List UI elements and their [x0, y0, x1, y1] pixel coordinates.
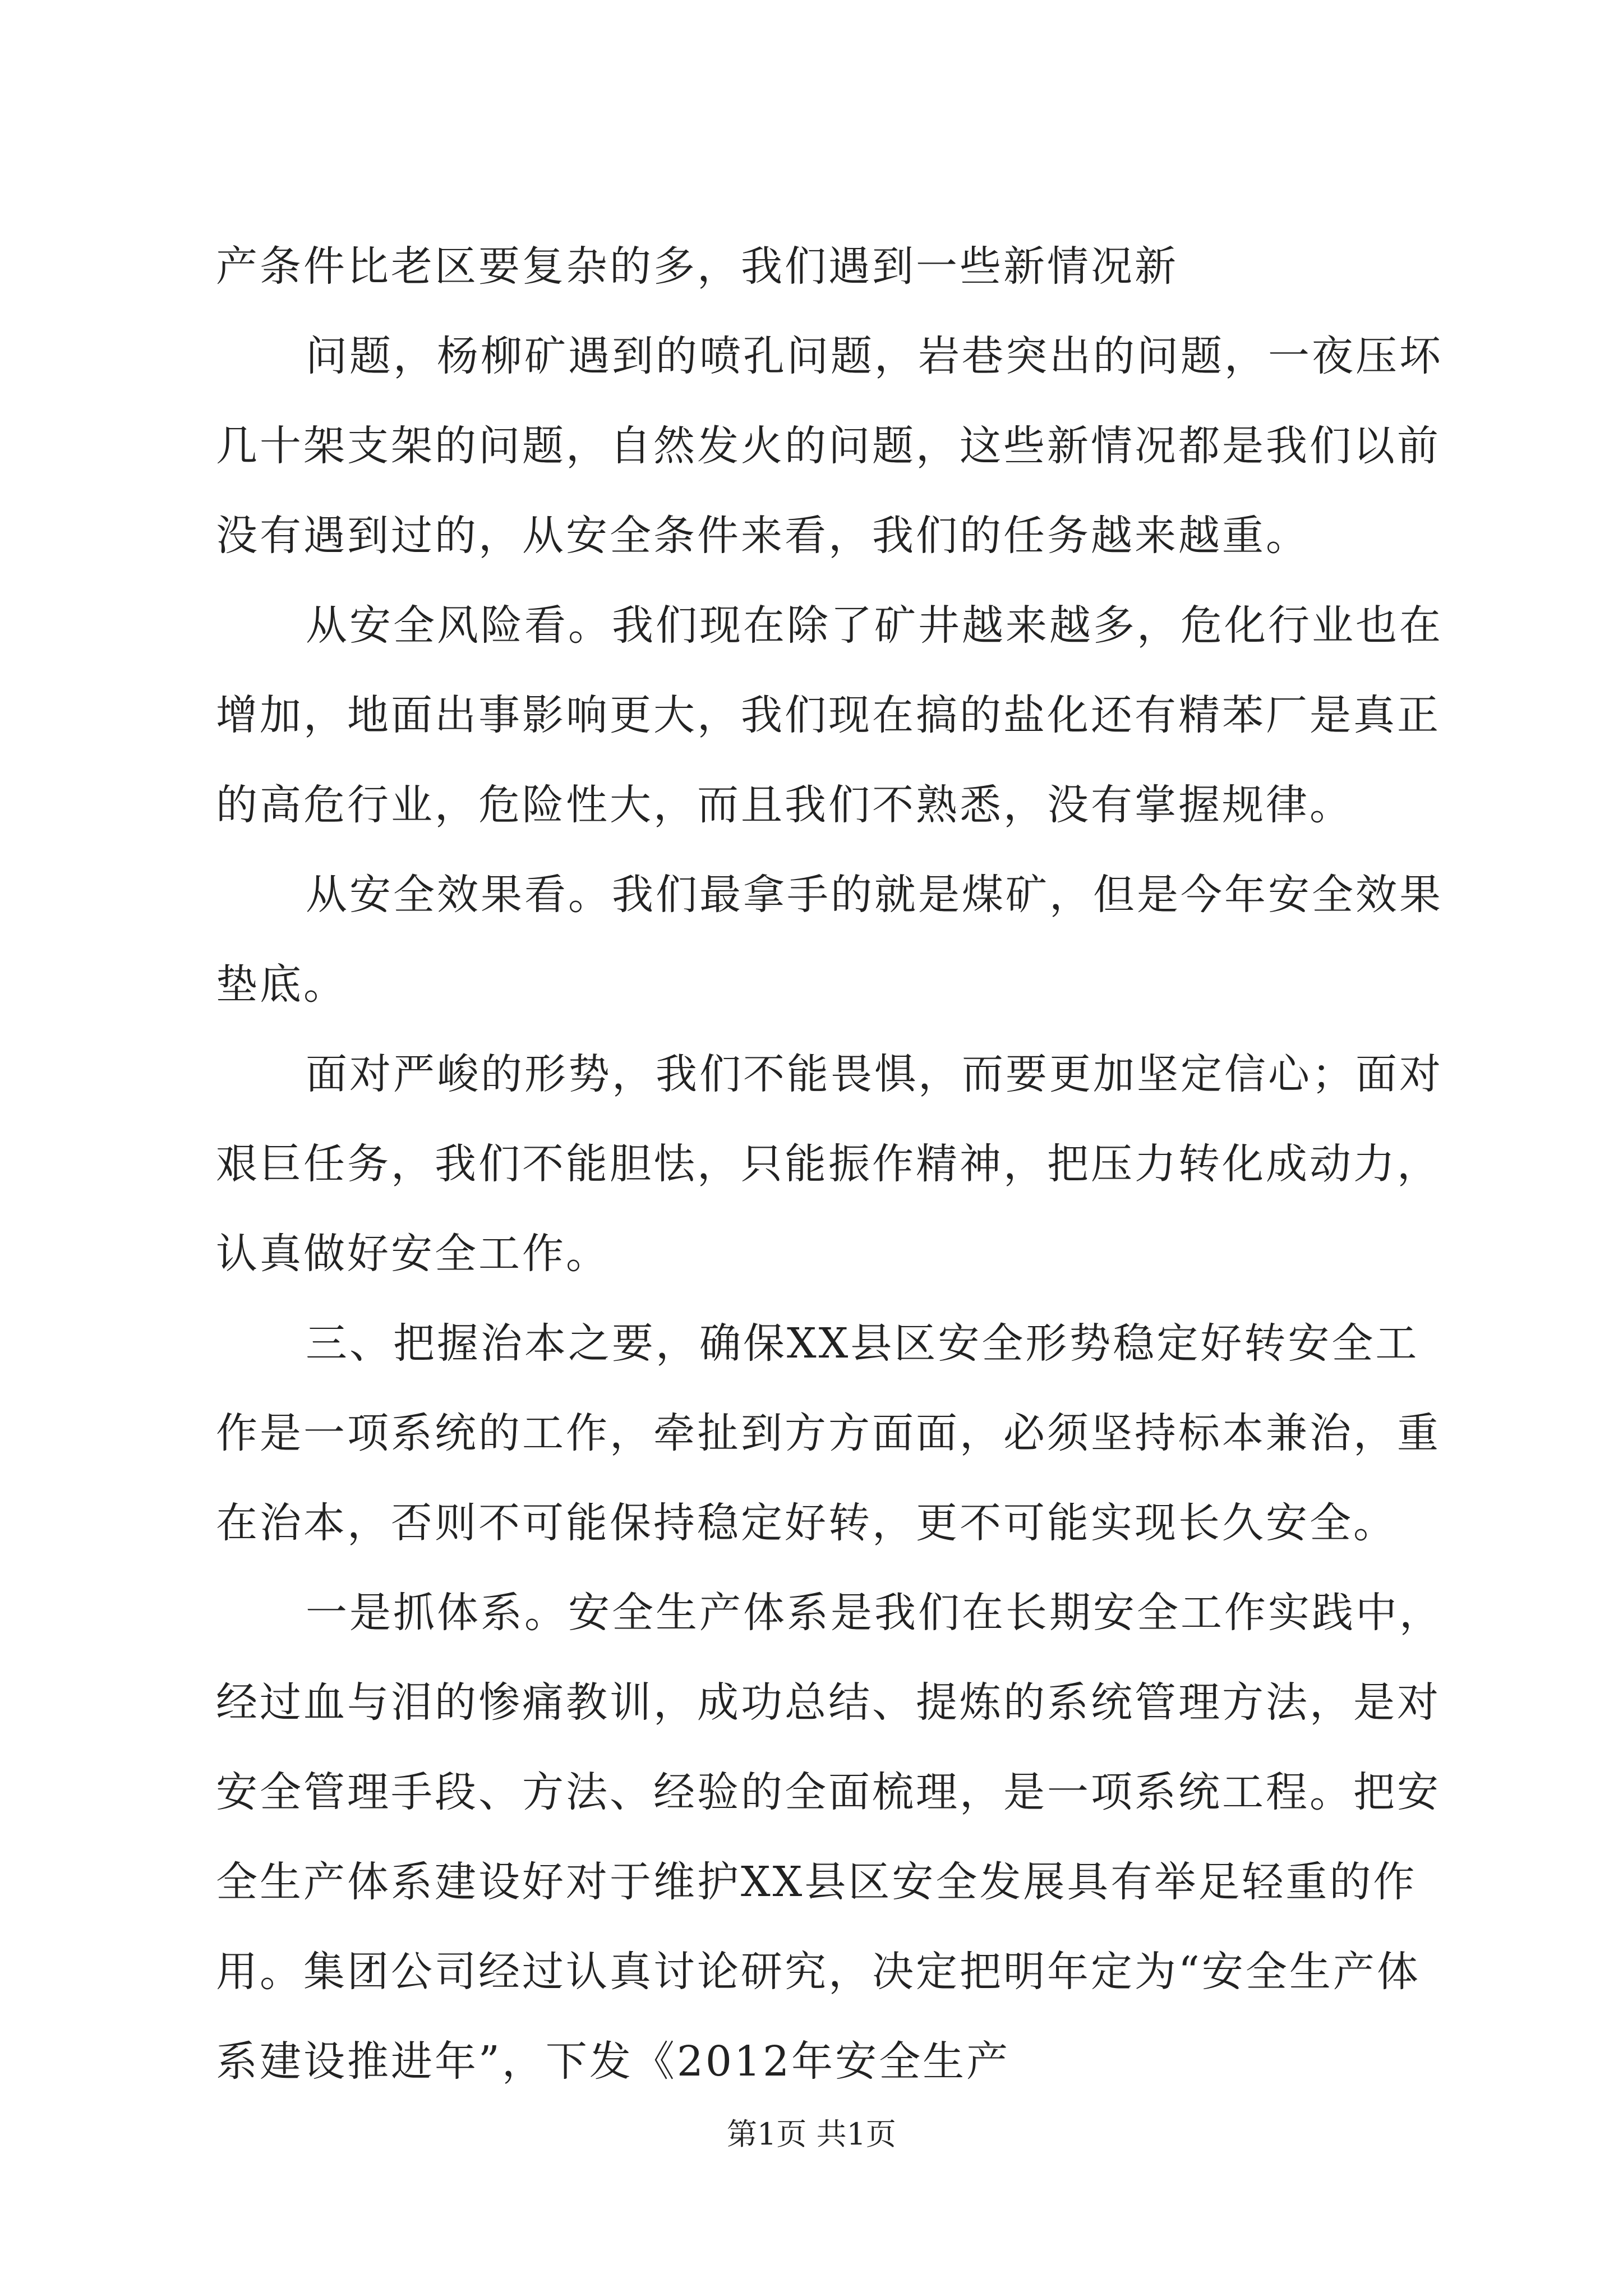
- text-line: 从安全效果看。我们最拿手的就是煤矿，但是今年安全效果: [306, 871, 1443, 919]
- text-line: 三、把握治本之要，确保XX县区安全形势稳定好转安全工: [306, 1319, 1419, 1368]
- text-line: 几十架支架的问题，自然发火的问题，这些新情况都是我们以前: [216, 422, 1441, 470]
- text-line: 一是抓体系。安全生产体系是我们在长期安全工作实践中，: [306, 1589, 1443, 1637]
- text-line: 问题，杨柳矿遇到的喷孔问题，岩巷突出的问题，一夜压坏: [306, 332, 1443, 380]
- text-line: 的高危行业，危险性大，而且我们不熟悉，没有掌握规律。: [216, 781, 1353, 829]
- text-line: 安全管理手段、方法、经验的全面梳理，是一项系统工程。把安: [216, 1768, 1441, 1816]
- text-line: 全生产体系建设好对于维护XX县区安全发展具有举足轻重的作: [216, 1858, 1417, 1906]
- page-number-footer: 第1页 共1页: [727, 2116, 896, 2152]
- text-line: 在治本，否则不可能保持稳定好转，更不可能实现长久安全。: [216, 1499, 1397, 1547]
- text-line: 系建设推进年”，下发《2012年安全生产: [216, 2037, 1011, 2086]
- text-line: 增加，地面出事影响更大，我们现在搞的盐化还有精苯厂是真正: [216, 691, 1441, 739]
- text-line: 作是一项系统的工作，牵扯到方方面面，必须坚持标本兼治，重: [216, 1409, 1441, 1457]
- text-line: 面对严峻的形势，我们不能畏惧，而要更加坚定信心；面对: [306, 1050, 1443, 1098]
- text-line: 从安全风险看。我们现在除了矿井越来越多，危化行业也在: [306, 601, 1443, 650]
- text-line: 用。集团公司经过认真讨论研究，决定把明年定为“安全生产体: [216, 1948, 1421, 1996]
- document-body: [216, 222, 1443, 2106]
- text-line: 垫底。: [216, 960, 347, 1009]
- text-line: 产条件比老区要复杂的多，我们遇到一些新情况新: [216, 242, 1178, 291]
- text-line: 没有遇到过的，从安全条件来看，我们的任务越来越重。: [216, 512, 1310, 560]
- text-line: 经过血与泪的惨痛教训，成功总结、提炼的系统管理方法，是对: [216, 1678, 1441, 1727]
- text-line: 认真做好安全工作。: [216, 1230, 610, 1278]
- text-line: 艰巨任务，我们不能胆怯，只能振作精神，把压力转化成动力，: [216, 1140, 1441, 1188]
